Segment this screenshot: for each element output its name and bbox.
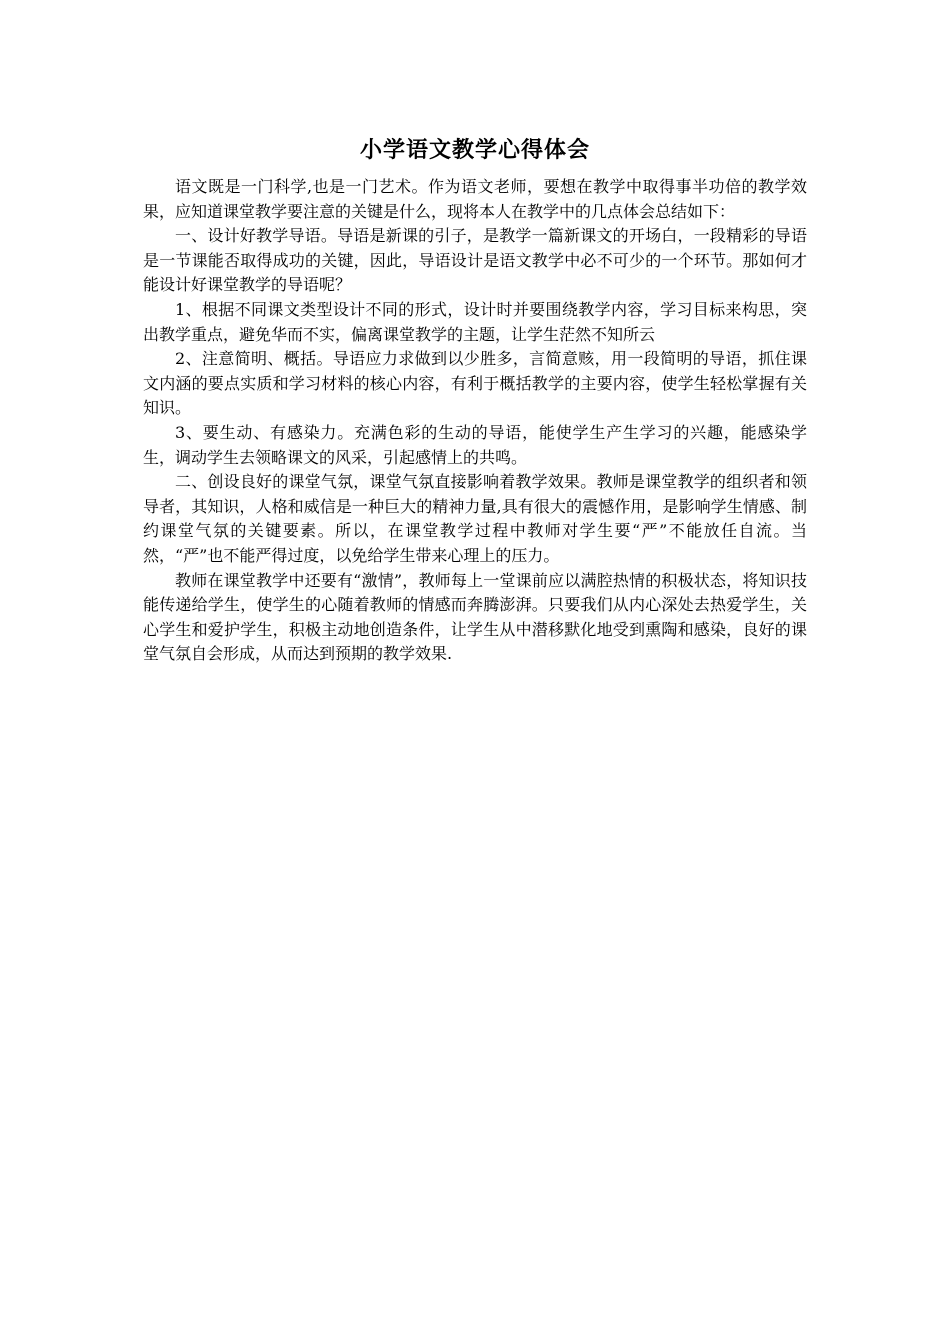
paragraph-point-3: 3、要生动、有感染力。充满色彩的生动的导语，能使学生产生学习的兴趣，能感染学生，调动学生去领略课文的风采，引起感情上的共鸣。 <box>143 422 807 467</box>
paragraph-section-2: 二、创设良好的课堂气氛，课堂气氛直接影响着教学效果。教师是课堂教学的组织者和领导者，其知识，人格和威信是一种巨大的精神力量,具有很大的震憾作用，是影响学生情感、制约课堂气氛的关键要素。所以，在课堂教学过程中教师对学生要“严”不能放任自流。当然，“严”也不能严得过度，以免给学生带来心理上的压力。 <box>143 472 807 565</box>
paragraph-intro: 语文既是一门科学,也是一门艺术。作为语文老师，要想在教学中取得事半功倍的教学效果，应知道课堂教学要注意的关键是什么，现将本人在教学中的几点体会总结如下： <box>143 177 807 221</box>
paragraph-point-1: 1、根据不同课文类型设计不同的形式，设计时并要围绕教学内容，学习目标来构思，突出教学重点，避免华而不实，偏离课堂教学的主题，让学生茫然不知所云 <box>143 299 807 344</box>
paragraph-conclusion: 教师在课堂教学中还要有“激情”，教师每上一堂课前应以满腔热情的积极状态，将知识技能传递给学生，使学生的心随着教师的情感而奔腾澎湃。只要我们从内心深处去热爱学生，关心学生和爱护学生，积极主动地创造条件，让学生从中潜移默化地受到熏陶和感染，良好的课堂气氛自会形成，从而达到预期的教学效果. <box>143 570 807 664</box>
document-page <box>143 133 807 667</box>
paragraph-section-1: 一、设计好教学导语。导语是新课的引子，是教学一篇新课文的开场白，一段精彩的导语是一节课能否取得成功的关键，因此，导语设计是语文教学中必不可少的一个环节。那如何才能设计好课堂教学的导语呢？ <box>143 226 807 295</box>
document-title: 小学语文教学心得体会 <box>359 137 590 163</box>
paragraph-point-2: 2、注意简明、概括。导语应力求做到以少胜多，言简意赅，用一段简明的导语，抓住课文内涵的要点实质和学习材料的核心内容，有利于概括教学的主要内容，使学生轻松掌握有关知识。 <box>143 349 807 418</box>
